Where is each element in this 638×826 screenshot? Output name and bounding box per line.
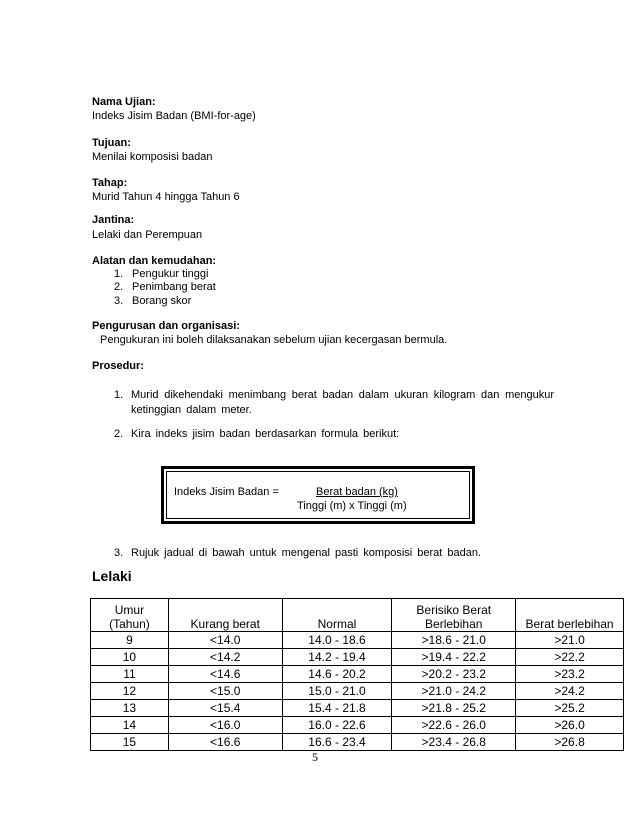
- table-cell: >25.2: [516, 700, 624, 717]
- header-umur: Umur (Tahun): [91, 599, 169, 632]
- table-cell: >26.8: [516, 734, 624, 751]
- prosedur-label: Prosedur:: [92, 360, 144, 372]
- table-row: [91, 734, 624, 751]
- table-cell: <14.6: [168, 666, 282, 683]
- table-cell: >26.0: [516, 717, 624, 734]
- prosedur-step: 2. Kira indeks jisim badan berdasarkan formula berikut:: [114, 428, 400, 440]
- field-value-jantina: Lelaki dan Perempuan: [92, 229, 203, 241]
- table-cell: >19.4 - 22.2: [392, 649, 516, 666]
- table-cell: 14.0 - 18.6: [282, 632, 392, 649]
- table-cell: >21.0: [516, 632, 624, 649]
- table-cell: 15.4 - 21.8: [282, 700, 392, 717]
- table-body: [91, 632, 624, 751]
- table-cell: 16.0 - 22.6: [282, 717, 392, 734]
- table-cell: >21.8 - 25.2: [392, 700, 516, 717]
- table-cell: 13: [91, 700, 169, 717]
- table-cell: 14.2 - 19.4: [282, 649, 392, 666]
- table-row: [91, 666, 624, 683]
- table-row: [91, 683, 624, 700]
- section-title-lelaki: Lelaki: [92, 568, 132, 584]
- table-cell: <16.6: [168, 734, 282, 751]
- table-cell: 15: [91, 734, 169, 751]
- alatan-label: Alatan dan kemudahan:: [92, 255, 217, 267]
- table-cell: >22.2: [516, 649, 624, 666]
- table-row: [91, 717, 624, 734]
- bmi-formula-box: [161, 466, 475, 524]
- header-berat-berlebihan: Berat berlebihan: [516, 599, 624, 632]
- table-cell: >20.2 - 23.2: [392, 666, 516, 683]
- formula-left: Indeks Jisim Badan =: [174, 486, 279, 498]
- table-cell: >24.2: [516, 683, 624, 700]
- header-berisiko: Berisiko Berat Berlebihan: [392, 599, 516, 632]
- table-cell: 12: [91, 683, 169, 700]
- table-cell: <15.0: [168, 683, 282, 700]
- header-kurang-berat: Kurang berat: [168, 599, 282, 632]
- pengurusan-label: Pengurusan dan organisasi:: [92, 320, 240, 332]
- table-cell: 14.6 - 20.2: [282, 666, 392, 683]
- header-normal: Normal: [282, 599, 392, 632]
- table-row: [91, 700, 624, 717]
- table-cell: 10: [91, 649, 169, 666]
- field-value-tahap: Murid Tahun 4 hingga Tahun 6: [92, 191, 240, 203]
- bmi-table-lelaki: [90, 598, 624, 751]
- page-number: 5: [312, 750, 318, 764]
- table-cell: 15.0 - 21.0: [282, 683, 392, 700]
- field-label-nama-ujian: Nama Ujian:: [92, 96, 156, 108]
- field-label-tujuan: Tujuan:: [92, 137, 131, 149]
- table-cell: <16.0: [168, 717, 282, 734]
- table-cell: 14: [91, 717, 169, 734]
- table-cell: <14.0: [168, 632, 282, 649]
- table-cell: >18.6 - 21.0: [392, 632, 516, 649]
- table-cell: >23.2: [516, 666, 624, 683]
- table-row: [91, 649, 624, 666]
- formula-numerator: Berat badan (kg): [316, 486, 398, 498]
- field-value-tujuan: Menilai komposisi badan: [92, 151, 213, 163]
- field-value-nama-ujian: Indeks Jisim Badan (BMI-for-age): [92, 110, 256, 122]
- table-row: [91, 632, 624, 649]
- table-header-row: [91, 599, 624, 632]
- field-label-tahap: Tahap:: [92, 177, 128, 189]
- table-cell: 9: [91, 632, 169, 649]
- table-cell: >22.6 - 26.0: [392, 717, 516, 734]
- table-cell: <15.4: [168, 700, 282, 717]
- table-cell: 16.6 - 23.4: [282, 734, 392, 751]
- formula-denominator: Tinggi (m) x Tinggi (m): [297, 500, 407, 512]
- pengurusan-text: Pengukuran ini boleh dilaksanakan sebelum ujian kecergasan bermula.: [100, 334, 448, 346]
- prosedur-step: 1. Murid dikehendaki menimbang berat badan dalam ukuran kilogram dan mengukur ketinggian dalam meter.: [114, 389, 554, 416]
- table-cell: >23.4 - 26.8: [392, 734, 516, 751]
- table-cell: >21.0 - 24.2: [392, 683, 516, 700]
- field-label-jantina: Jantina:: [92, 214, 135, 226]
- table-cell: 11: [91, 666, 169, 683]
- prosedur-step: 3. Rujuk jadual di bawah untuk mengenal pasti komposisi berat badan.: [114, 547, 482, 559]
- table-cell: <14.2: [168, 649, 282, 666]
